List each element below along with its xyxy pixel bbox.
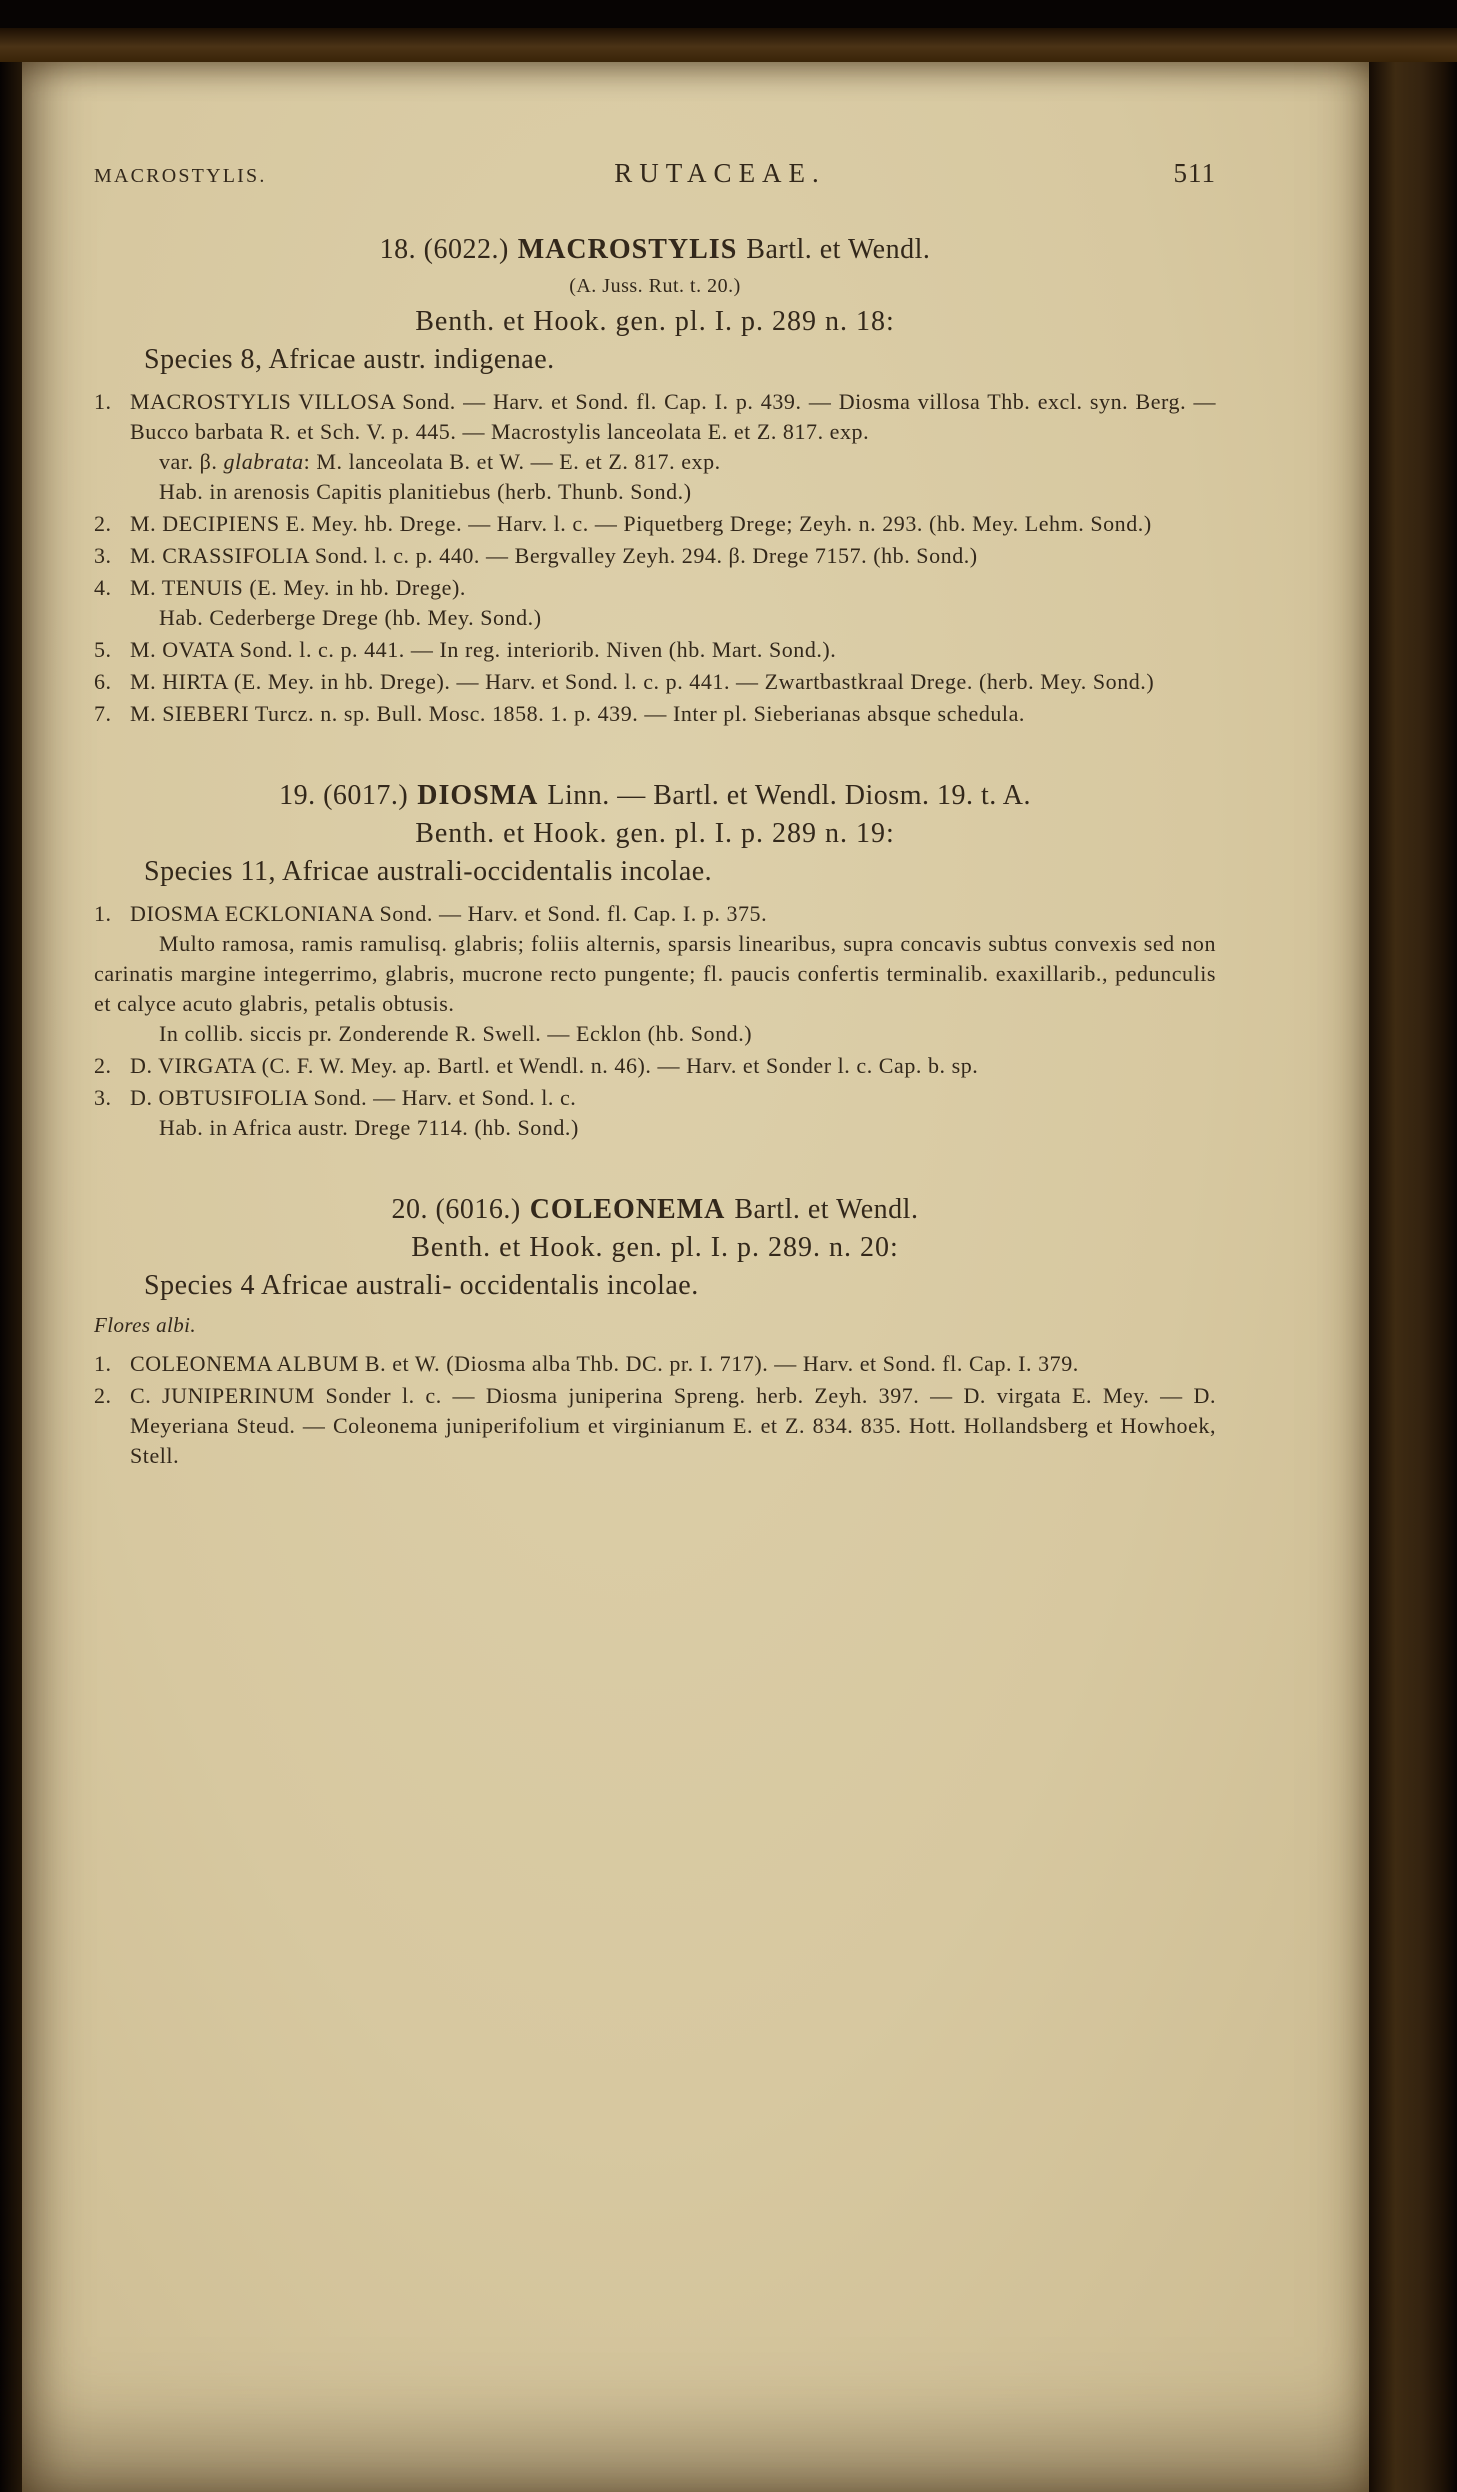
species-entry: [94, 667, 1216, 697]
species-entry: [94, 573, 1216, 633]
genus-reference: (A. Juss. Rut. t. 20.): [569, 275, 741, 297]
locality-line: In collib. siccis pr. Zonderende R. Swell. — Ecklon (hb. Sond.): [159, 1021, 753, 1046]
genera-plantarum-line: Benth. et Hook. gen. pl. I. p. 289. n. 20:: [411, 1232, 899, 1263]
species-list-diosma: [94, 899, 1216, 1143]
species-list-coleonema: [94, 1349, 1216, 1471]
genus-name: MACROSTYLIS: [517, 234, 738, 265]
running-header-family: RUTACEAE.: [614, 158, 826, 188]
species-entry: [94, 1349, 1216, 1379]
species-number: 2.: [94, 1053, 112, 1078]
genus-title: [94, 1191, 1216, 1229]
species-count-line: Species 8, Africae austr. indigenae.: [144, 344, 555, 375]
species-entry: [94, 541, 1216, 571]
species-count-line: Species 4 Africae australi- occidentalis incolae.: [144, 1270, 699, 1301]
species-text: COLEONEMA ALBUM B. et W. (Diosma alba Thb. DC. pr. I. 717). — Harv. et Sond. fl. Cap. I. 379.: [130, 1351, 1079, 1376]
species-number: 2.: [94, 1383, 112, 1408]
scan-left-edge: [0, 62, 22, 2492]
species-text: D. OBTUSIFOLIA Sond. — Harv. et Sond. l. c.: [130, 1085, 577, 1110]
genus-name: COLEONEMA: [529, 1194, 726, 1225]
species-number: 6.: [94, 669, 112, 694]
genus-number: 18. (6022.): [379, 234, 509, 265]
species-number: 3.: [94, 1085, 112, 1110]
variety-prefix: var. β.: [159, 449, 224, 474]
book-page: [22, 62, 1369, 2492]
species-text: M. OVATA Sond. l. c. p. 441. — In reg. interiorib. Niven (hb. Mart. Sond.).: [130, 637, 837, 662]
species-entry: [94, 699, 1216, 729]
species-text: DIOSMA ECKLONIANA Sond. — Harv. et Sond. fl. Cap. I. p. 375.: [130, 901, 768, 926]
genus-authors: Bartl. et Wendl.: [746, 234, 931, 265]
species-number: 5.: [94, 637, 112, 662]
scan-top-edge: [0, 0, 1457, 30]
species-entry: [94, 509, 1216, 539]
species-text: M. DECIPIENS E. Mey. hb. Drege. — Harv. l. c. — Piquetberg Drege; Zeyh. n. 293. (hb. Mey. Lehm. Sond.): [130, 511, 1152, 536]
species-text: MACROSTYLIS VILLOSA Sond. — Harv. et Sond. fl. Cap. I. p. 439. — Diosma villosa Thb. excl. syn. Berg. — Bucco barbata R. et Sch. V. p. 445. — Macrostylis lanceolata E. et Z. 817. exp.: [130, 389, 1216, 444]
genus-title: [94, 777, 1216, 815]
species-number: 1.: [94, 389, 112, 414]
genera-plantarum-line: Benth. et Hook. gen. pl. I. p. 289 n. 18:: [415, 306, 895, 337]
species-text: M. TENUIS (E. Mey. in hb. Drege).: [130, 575, 466, 600]
species-entry: [94, 899, 1216, 1049]
species-entry: [94, 1083, 1216, 1143]
species-number: 7.: [94, 701, 112, 726]
genus-number: 20. (6016.): [391, 1194, 521, 1225]
species-entry: [94, 1381, 1216, 1471]
habitat-line: Hab. in arenosis Capitis planitiebus (herb. Thunb. Sond.): [159, 479, 692, 504]
genus-title: [94, 231, 1216, 269]
species-number: 3.: [94, 543, 112, 568]
species-count-line: Species 11, Africae australi-occidentalis incolae.: [144, 856, 713, 887]
section-heading-diosma: [94, 777, 1216, 891]
book-top-binding: [0, 28, 1457, 62]
variety-line: [159, 447, 1216, 477]
section-heading-coleonema: [94, 1191, 1216, 1341]
species-entry: [94, 1051, 1216, 1081]
species-text: D. VIRGATA (C. F. W. Mey. ap. Bartl. et Wendl. n. 46). — Harv. et Sonder l. c. Cap. b. sp.: [130, 1053, 979, 1078]
flores-note: Flores albi.: [94, 1313, 197, 1337]
species-text: M. SIEBERI Turcz. n. sp. Bull. Mosc. 1858. 1. p. 439. — Inter pl. Sieberianas absque schedula.: [130, 701, 1025, 726]
genera-plantarum-line: Benth. et Hook. gen. pl. I. p. 289 n. 19:: [415, 818, 895, 849]
species-text: C. JUNIPERINUM Sonder l. c. — Diosma juniperina Spreng. herb. Zeyh. 397. — D. virgata E. Mey. — D. Meyeriana Steud. — Coleonema juniperifolium et virginianum E. et Z. 834. 835. Hott. Hollandsberg et Howhoek, Stell.: [130, 1383, 1216, 1468]
species-text: M. HIRTA (E. Mey. in hb. Drege). — Harv. et Sond. l. c. p. 441. — Zwartbastkraal Drege. (herb. Mey. Sond.): [130, 669, 1155, 694]
species-entry: [94, 635, 1216, 665]
genus-authors: Bartl. et Wendl.: [734, 1194, 919, 1225]
species-list-macrostylis: [94, 387, 1216, 729]
species-number: 1.: [94, 1351, 112, 1376]
variety-suffix: : M. lanceolata B. et W. — E. et Z. 817. exp.: [303, 449, 721, 474]
section-heading-macrostylis: [94, 231, 1216, 379]
habitat-line: Hab. in Africa austr. Drege 7114. (hb. Sond.): [159, 1115, 579, 1140]
page-number: 511: [1173, 158, 1216, 188]
species-number: 4.: [94, 575, 112, 600]
genus-number: 19. (6017.): [279, 780, 409, 811]
book-right-binding: [1369, 62, 1457, 2492]
genus-name: DIOSMA: [417, 780, 539, 811]
species-text: M. CRASSIFOLIA Sond. l. c. p. 440. — Bergvalley Zeyh. 294. β. Drege 7157. (hb. Sond.): [130, 543, 978, 568]
genus-authors: Linn. — Bartl. et Wendl. Diosm. 19. t. A.: [547, 780, 1031, 811]
variety-name: glabrata: [223, 449, 304, 474]
description-paragraph: Multo ramosa, ramis ramulisq. glabris; foliis alternis, sparsis linearibus, supra concavis subtus convexis sed non carinatis margine integerrimo, glabris, mucrone recto pungente; fl. paucis confertis terminalib. exaxillarib., pedunculis et calyce acuto glabris, petalis obtusis.: [94, 931, 1216, 1016]
species-number: 1.: [94, 901, 112, 926]
page-content: [94, 158, 1216, 1471]
habitat-line: Hab. Cederberge Drege (hb. Mey. Sond.): [159, 605, 542, 630]
running-header-left: MACROSTYLIS.: [94, 165, 267, 187]
species-number: 2.: [94, 511, 112, 536]
species-entry: [94, 387, 1216, 507]
running-header: [94, 158, 1216, 189]
